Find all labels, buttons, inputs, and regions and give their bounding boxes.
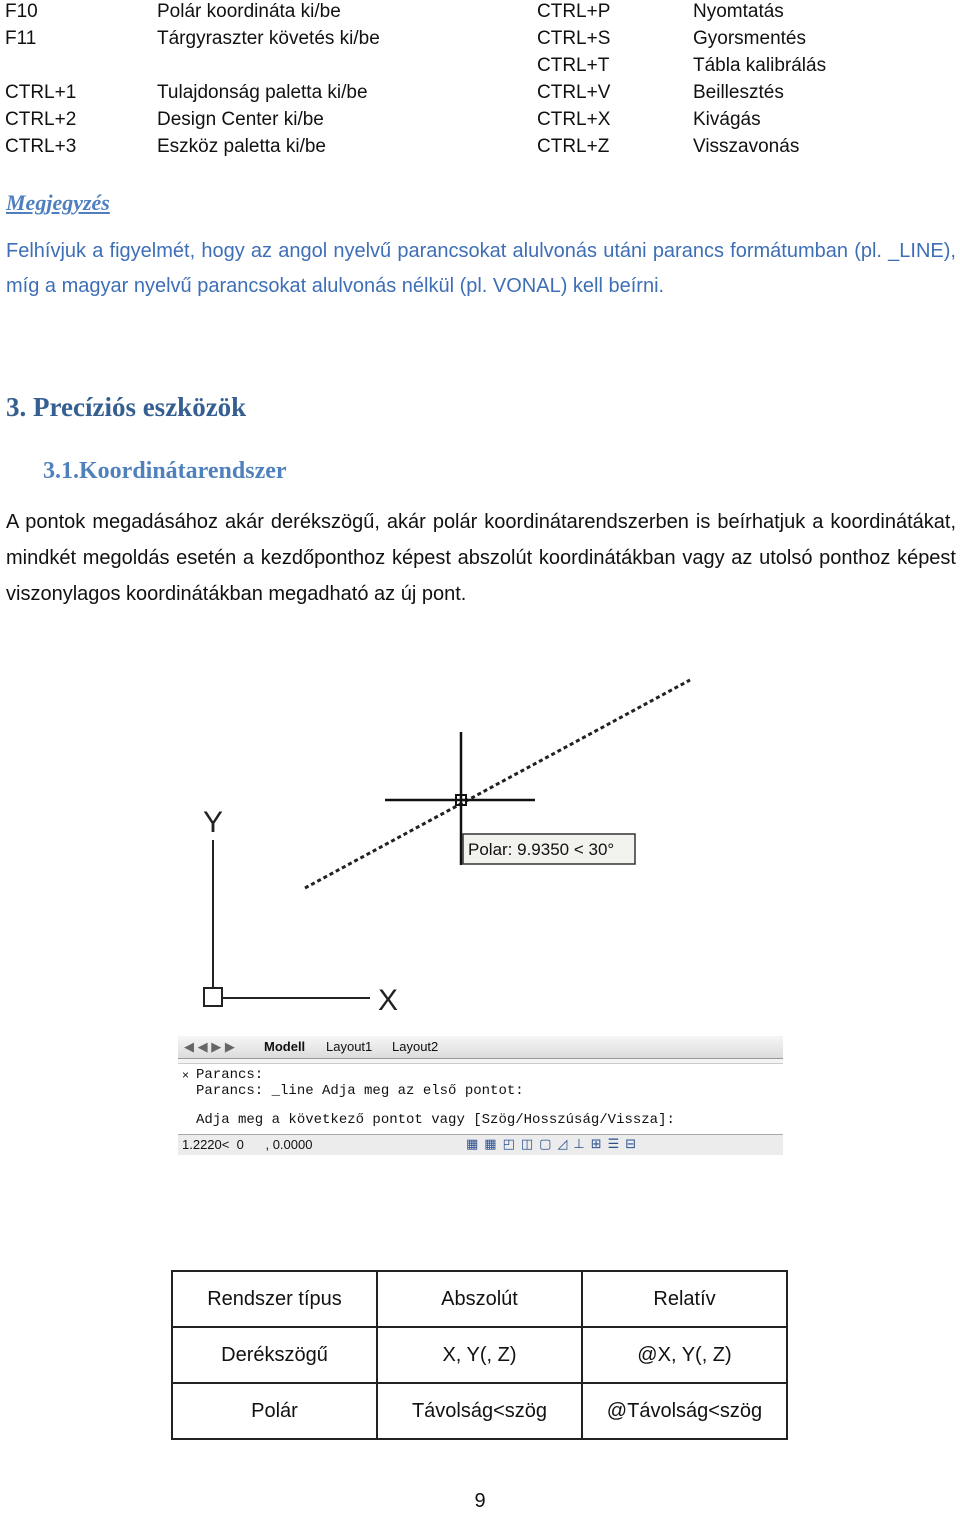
- status-bar: [178, 1134, 783, 1155]
- page-number: 9: [474, 1490, 486, 1512]
- coordinate-readout: 1.2220< 0 , 0.0000: [182, 1137, 313, 1152]
- table-row: [172, 1383, 787, 1439]
- table-row: [172, 1271, 787, 1327]
- table-cell: Derékszögű: [172, 1327, 377, 1383]
- section-heading: 3. Precíziós eszközök: [6, 392, 247, 422]
- shortcut-key: F10: [5, 1, 38, 22]
- coordinate-system-table: [171, 1270, 788, 1440]
- layout-tab-bar: [178, 1036, 783, 1059]
- table-header-cell: Abszolút: [377, 1271, 582, 1327]
- nav-arrows-icon[interactable]: ◀ ◀ ▶ ▶: [184, 1039, 235, 1054]
- shortcut-key: CTRL+2: [5, 109, 77, 130]
- tab-layout1[interactable]: Layout1: [326, 1039, 373, 1054]
- note-paragraph: Felhívjuk a figyelmét, hogy az angol nyelvű parancsokat alulvonás utáni parancs formátumban (pl. _LINE), míg a magyar nyelvű parancsokat alulvonás nélkül (pl. VONAL) kell beírni.: [6, 240, 956, 297]
- table-cell: @X, Y(, Z): [582, 1327, 787, 1383]
- table-cell: @Távolság<szög: [582, 1383, 787, 1439]
- shortcut-description: Kivágás: [693, 109, 761, 130]
- polar-tooltip-text: Polar: 9.9350 < 30°: [468, 840, 615, 859]
- table-row: [172, 1327, 787, 1383]
- table-header-cell: Rendszer típus: [172, 1271, 377, 1327]
- drafting-toggles-icon[interactable]: ▦▦◰◫▢◿⊥⊞☰⊟: [466, 1136, 643, 1151]
- shortcut-description: Visszavonás: [693, 136, 800, 157]
- close-icon[interactable]: ×: [182, 1068, 190, 1082]
- note-title: Megjegyzés: [6, 190, 110, 215]
- shortcut-description: Tulajdonság paletta ki/be: [157, 82, 368, 103]
- ucs-icon: [204, 840, 370, 1006]
- body-paragraph: A pontok megadásához akár derékszögű, akár polár koordinátarendszerben is beírhatjuk a koordinátákat, mindkét megoldás esetén a kezdőponthoz képest abszolút koordinátákban vagy az utolsó ponthoz képest viszonylagos koordinátákban megadható az új pont.: [6, 511, 956, 605]
- table-cell: X, Y(, Z): [377, 1327, 582, 1383]
- table-header-cell: Relatív: [582, 1271, 787, 1327]
- shortcut-key: CTRL+P: [537, 1, 611, 22]
- tab-modell[interactable]: Modell: [264, 1039, 306, 1054]
- table-cell: Polár: [172, 1383, 377, 1439]
- shortcut-row: [0, 52, 960, 79]
- subsection-heading: 3.1.Koordinátarendszer: [43, 458, 287, 484]
- command-line: Parancs: _line Adja meg az első pontot:: [196, 1083, 524, 1099]
- shortcut-key: CTRL+S: [537, 28, 611, 49]
- shortcut-key: CTRL+T: [537, 55, 610, 76]
- x-axis-label: X: [378, 984, 399, 1017]
- shortcut-row: [0, 133, 960, 160]
- shortcut-row: [0, 79, 960, 106]
- tab-layout2[interactable]: Layout2: [392, 1039, 439, 1054]
- shortcut-description: Eszköz paletta ki/be: [157, 136, 326, 157]
- shortcut-description: Nyomtatás: [693, 1, 784, 22]
- shortcut-key: CTRL+1: [5, 82, 77, 103]
- polar-tooltip: [463, 834, 635, 864]
- y-axis-label: Y: [203, 806, 224, 839]
- shortcut-row: [0, 25, 960, 52]
- shortcut-key: F11: [5, 28, 37, 49]
- shortcut-row: [0, 106, 960, 133]
- coordinate-figure: [0, 650, 960, 1030]
- shortcut-key: CTRL+Z: [537, 136, 610, 157]
- command-prompt[interactable]: Adja meg a következő pontot vagy [Szög/Hosszúság/Vissza]:: [196, 1112, 675, 1128]
- shortcut-key: CTRL+V: [537, 82, 611, 103]
- shortcut-description: Design Center ki/be: [157, 109, 324, 130]
- shortcut-description: Tárgyraszter követés ki/be: [157, 28, 380, 49]
- shortcut-description: Beillesztés: [693, 82, 784, 103]
- shortcut-description: Gyorsmentés: [693, 28, 806, 49]
- shortcut-description: Tábla kalibrálás: [693, 55, 827, 76]
- shortcut-description: Polár koordináta ki/be: [157, 1, 341, 22]
- command-line: Parancs:: [196, 1067, 264, 1083]
- shortcut-row: [0, 0, 960, 25]
- shortcut-key: CTRL+X: [537, 109, 611, 130]
- table-cell: Távolság<szög: [377, 1383, 582, 1439]
- command-window: [178, 1036, 783, 1154]
- shortcut-key: CTRL+3: [5, 136, 77, 157]
